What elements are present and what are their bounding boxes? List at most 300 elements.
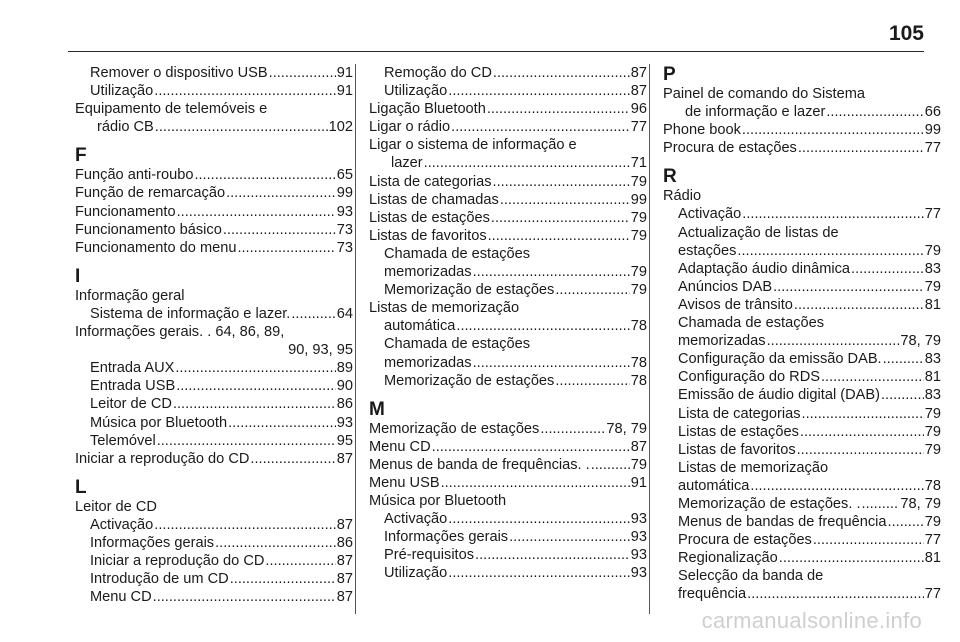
entry-pages: 73: [336, 239, 353, 256]
entry-title: Activação: [678, 206, 742, 223]
dot-leader: [456, 317, 629, 335]
entry-pages: 89: [336, 360, 353, 377]
dot-leader: [441, 474, 630, 492]
entry-pages: 79: [924, 441, 941, 458]
entry-line: [90, 377, 353, 395]
entry-title: Entrada AUX: [90, 360, 175, 377]
entry-line: [678, 278, 941, 296]
entry-pages: 79: [924, 514, 941, 531]
index-subentry: [663, 368, 941, 386]
index-entry: [75, 323, 353, 359]
section-letter: F: [75, 145, 87, 167]
dot-leader: [265, 552, 335, 570]
entry-title: Informações gerais. . 64, 86, 89,: [75, 324, 285, 341]
entry-title: Menu CD: [369, 438, 431, 455]
dot-leader: [767, 332, 900, 350]
dot-leader: [473, 263, 630, 281]
entry-line: [678, 368, 941, 386]
index-column-3: [663, 64, 941, 604]
dot-leader: [742, 205, 923, 223]
entry-title: Função de remarcação: [75, 185, 226, 202]
entry-line: [75, 287, 353, 305]
page-number: 105: [888, 22, 924, 45]
entry-pages: 83: [924, 260, 941, 277]
entry-pages: 87: [630, 438, 647, 455]
entry-title: Música por Bluetooth: [369, 493, 507, 510]
dot-leader: [737, 242, 923, 260]
entry-title: Menu USB: [369, 474, 440, 491]
entry-title-line1: Painel de comando do Sistema: [663, 86, 866, 102]
entry-line: [384, 528, 647, 546]
dot-leader: [448, 510, 629, 528]
watermark: carmanualsonline.info: [701, 608, 922, 633]
entry-line: [384, 354, 647, 372]
dot-leader: [451, 118, 630, 136]
entry-line: [90, 64, 353, 82]
index-subentry: [663, 513, 941, 531]
entry-line: [369, 100, 647, 118]
entry-pages: 93: [630, 547, 647, 564]
entry-title: automática: [384, 318, 456, 335]
index-subentry: [369, 510, 647, 528]
index-entry: [75, 184, 353, 202]
index-subentry: [75, 305, 353, 323]
index-subentry: [75, 570, 353, 588]
entry-title: Telemóvel: [90, 432, 156, 449]
entry-line: [678, 549, 941, 567]
dot-leader: [800, 423, 924, 441]
entry-line: [75, 221, 353, 239]
entry-pages: 78: [630, 354, 647, 371]
dot-leader: [155, 118, 328, 136]
entry-pages-continued: 90, 93, 95: [288, 342, 353, 359]
entry-title: Activação: [90, 516, 154, 533]
entry-pages: 99: [630, 191, 647, 208]
index-entry: [369, 118, 647, 136]
index-subentry: [663, 278, 941, 296]
index-subentry: [369, 245, 647, 281]
entry-title: Função anti-roubo: [75, 167, 194, 184]
dot-leader: [237, 239, 335, 257]
entry-title: Configuração do RDS: [678, 369, 820, 386]
entry-line: [75, 184, 353, 202]
section-letter: P: [663, 64, 676, 85]
dot-leader: [500, 191, 630, 209]
dot-leader: [888, 513, 924, 531]
entry-pages: 65: [336, 167, 353, 184]
index-subentry: [369, 317, 647, 335]
index-subentry: [75, 552, 353, 570]
entry-line: [384, 263, 647, 281]
entry-title: Listas de memorização: [369, 300, 520, 317]
entry-pages: 95: [336, 432, 353, 449]
entry-pages: 87: [336, 589, 353, 606]
entry-line: [678, 531, 941, 549]
index-subentry: [75, 377, 353, 395]
entry-pages: 83: [924, 387, 941, 404]
dot-leader: [153, 588, 336, 606]
index-subentry: [369, 82, 647, 100]
entry-pages: 93: [630, 511, 647, 528]
index-subentry: [663, 314, 941, 350]
entry-title: lazer: [391, 155, 423, 172]
index-subentry: [369, 564, 647, 582]
entry-title-line1: Actualização de listas de: [678, 224, 839, 241]
entry-title: Phone book: [663, 122, 741, 139]
entry-title: memorizadas: [384, 264, 472, 281]
entry-pages: 79: [630, 173, 647, 190]
dot-leader: [230, 570, 336, 588]
entry-line: [90, 82, 353, 100]
entry-line: [369, 492, 647, 510]
dot-leader: [750, 477, 923, 495]
index-subentry: [663, 567, 941, 603]
entry-pages: 73: [336, 221, 353, 238]
entry-title: Lista de categorias: [678, 405, 801, 422]
entry-line: [663, 103, 941, 121]
dot-leader: [798, 139, 924, 157]
index-subentry: [75, 82, 353, 100]
header-rule: [68, 51, 924, 52]
dot-leader: [555, 281, 629, 299]
entry-title: automática: [678, 477, 750, 494]
entry-title: Procura de estações: [663, 140, 797, 157]
entry-pages: 79: [924, 423, 941, 440]
entry-title: Iniciar a reprodução do CD: [90, 553, 265, 570]
index-entry: [369, 209, 647, 227]
entry-title: Lista de categorias: [369, 173, 492, 190]
dot-leader: [226, 184, 336, 202]
dot-leader: [228, 414, 336, 432]
entry-line: [90, 516, 353, 534]
index-entry: [369, 136, 647, 172]
entry-title: Avisos de trânsito: [678, 296, 793, 313]
entry-title: Listas de chamadas: [369, 191, 499, 208]
dot-leader: [540, 420, 605, 438]
section-letter: M: [369, 398, 385, 420]
dot-leader: [448, 564, 630, 582]
dot-leader: [487, 100, 630, 118]
index-column-2: [369, 64, 647, 583]
dot-leader: [424, 154, 630, 172]
entry-title: Remoção do CD: [384, 65, 492, 81]
index-subentry: [75, 359, 353, 377]
dot-leader: [591, 456, 630, 474]
entry-line: [90, 552, 353, 570]
dot-leader: [177, 203, 336, 221]
entry-line: [75, 450, 353, 468]
entry-pages: 87: [630, 65, 647, 81]
dot-leader: [154, 82, 336, 100]
index-entry: [369, 474, 647, 492]
entry-title: Listas de estações: [678, 423, 799, 440]
dot-leader: [154, 516, 335, 534]
entry-pages: 79: [630, 209, 647, 226]
dot-leader: [881, 386, 924, 404]
dot-leader: [813, 531, 924, 549]
entry-pages: 79: [630, 264, 647, 281]
entry-title: Iniciar a reprodução do CD: [75, 450, 250, 467]
dot-leader: [493, 64, 630, 82]
entry-title: Utilização: [384, 83, 448, 100]
index-subentry: [75, 588, 353, 606]
entry-line: [678, 423, 941, 441]
entry-pages: 79: [924, 405, 941, 422]
index-subentry: [369, 528, 647, 546]
dot-leader: [176, 377, 336, 395]
dot-leader: [173, 395, 336, 413]
entry-line: [663, 121, 941, 139]
dot-leader: [269, 64, 336, 82]
index-subentry: [75, 516, 353, 534]
entry-title: Memorização de estações: [384, 282, 555, 299]
entry-line: [90, 395, 353, 413]
entry-line: [369, 227, 647, 245]
entry-pages: 87: [336, 450, 353, 467]
dot-leader: [742, 121, 924, 139]
entry-pages: 93: [336, 414, 353, 431]
dot-leader: [448, 82, 630, 100]
entry-title: Leitor de CD: [90, 396, 172, 413]
index-subentry: [663, 205, 941, 223]
entry-title: Leitor de CD: [75, 498, 157, 515]
index-entry: [369, 299, 647, 317]
entry-title: Funcionamento do menu: [75, 239, 237, 256]
entry-title: Adaptação áudio dinâmica: [678, 260, 851, 277]
entry-line: [384, 546, 647, 564]
index-entry: [369, 227, 647, 245]
dot-leader: [215, 534, 336, 552]
entry-title: Anúncios DAB: [678, 278, 773, 295]
entry-line: [369, 154, 647, 172]
entry-line: [678, 386, 941, 404]
entry-pages: 77: [924, 532, 941, 549]
index-subentry: [369, 335, 647, 371]
entry-pages: 81: [924, 296, 941, 313]
entry-line: [384, 64, 647, 82]
index-subentry: [369, 372, 647, 390]
entry-line: [384, 82, 647, 100]
entry-title: Menu CD: [90, 589, 152, 606]
index-subentry: [75, 432, 353, 450]
index-column-1: [75, 64, 353, 606]
entry-line: [90, 305, 353, 323]
dot-leader: [797, 441, 924, 459]
dot-leader: [175, 359, 335, 377]
entry-title: de informação e lazer: [685, 104, 826, 121]
entry-title-line1: Listas de memorização: [678, 459, 829, 476]
entry-pages: 91: [630, 474, 647, 491]
entry-title-line1: Chamada de estações: [384, 336, 531, 353]
index-subentry: [663, 296, 941, 314]
entry-title: Entrada USB: [90, 378, 176, 395]
entry-title: Listas de favoritos: [369, 227, 487, 244]
index-subentry: [75, 414, 353, 432]
index-subentry: [663, 423, 941, 441]
entry-line: [369, 118, 647, 136]
entry-line: [75, 166, 353, 184]
entry-pages: 90: [336, 378, 353, 395]
entry-line: [369, 299, 647, 317]
entry-pages: 83: [924, 351, 941, 368]
entry-pages: 79: [924, 242, 941, 259]
section-letter: L: [75, 476, 87, 498]
entry-line: [90, 432, 353, 450]
entry-pages: 87: [336, 516, 353, 533]
entry-line: [678, 405, 941, 423]
entry-pages: 66: [924, 104, 941, 121]
entry-title: Listas de favoritos: [678, 441, 796, 458]
index-subentry: [369, 281, 647, 299]
entry-line: [369, 474, 647, 492]
entry-pages: 78, 79: [900, 495, 941, 512]
dot-leader: [747, 585, 924, 603]
entry-title: Funcionamento: [75, 203, 176, 220]
entry-pages: 93: [336, 203, 353, 220]
entry-line: [384, 564, 647, 582]
entry-line: [75, 239, 353, 257]
entry-line: [678, 205, 941, 223]
entry-line: [678, 242, 941, 260]
entry-title: memorizadas: [384, 354, 472, 371]
index-entry: [663, 85, 941, 121]
dot-leader: [157, 432, 336, 450]
dot-leader: [851, 260, 924, 278]
entry-title: Menus de bandas de frequência: [678, 514, 887, 531]
dot-leader: [194, 166, 335, 184]
index-entry: [369, 191, 647, 209]
entry-title: Informações gerais: [90, 534, 215, 551]
entry-line: [678, 585, 941, 603]
entry-line: [678, 441, 941, 459]
entry-pages: 93: [630, 529, 647, 546]
entry-title: Memorização de estações: [384, 372, 555, 389]
entry-title: Ligação Bluetooth: [369, 101, 486, 118]
section-letter: R: [663, 166, 677, 188]
entry-title: Ligar o rádio: [369, 119, 451, 136]
dot-leader: [491, 209, 630, 227]
entry-line: [369, 191, 647, 209]
entry-pages: 78: [630, 372, 647, 389]
entry-pages: 79: [630, 227, 647, 244]
entry-title: estações: [678, 242, 737, 259]
index-subentry: [663, 386, 941, 404]
entry-line: [678, 350, 941, 368]
entry-title: Introdução de um CD: [90, 571, 229, 588]
entry-title-line1: Selecção da banda de: [678, 568, 824, 585]
entry-pages: 77: [630, 119, 647, 136]
entry-pages: 86: [336, 534, 353, 551]
entry-line: [75, 203, 353, 221]
entry-title-line1: Equipamento de telemóveis e: [75, 101, 268, 118]
entry-title: Menus de banda de frequências. .: [369, 456, 590, 473]
dot-leader: [223, 221, 336, 239]
dot-leader: [821, 368, 924, 386]
entry-pages: 91: [336, 83, 353, 100]
entry-line: [369, 420, 647, 438]
entry-title: Informação geral: [75, 287, 185, 304]
dot-leader: [493, 173, 630, 191]
entry-line: [75, 118, 353, 136]
index-subentry: [369, 64, 647, 82]
entry-line: [75, 498, 353, 516]
entry-line: [75, 323, 353, 341]
index-entry: [75, 239, 353, 257]
column-divider: [355, 64, 356, 614]
entry-title: Configuração da emissão DAB.: [678, 351, 882, 368]
dot-leader: [475, 546, 630, 564]
entry-pages: 81: [924, 369, 941, 386]
dot-leader: [802, 405, 924, 423]
entry-line: [369, 438, 647, 456]
entry-pages: 81: [924, 550, 941, 567]
entry-line: [90, 359, 353, 377]
dot-leader: [473, 354, 630, 372]
entry-title: Memorização de estações: [369, 420, 540, 437]
entry-title: Música por Bluetooth: [90, 414, 228, 431]
entry-title: Funcionamento básico: [75, 221, 222, 238]
index-entry: [663, 139, 941, 157]
entry-line: [90, 414, 353, 432]
entry-line: [384, 510, 647, 528]
entry-pages: 87: [630, 83, 647, 100]
entry-pages: 86: [336, 396, 353, 413]
entry-line: [678, 495, 941, 513]
dot-leader: [826, 103, 923, 121]
dot-leader: [250, 450, 335, 468]
entry-pages: 78: [924, 477, 941, 494]
index-entry: [75, 166, 353, 184]
dot-leader: [432, 438, 630, 456]
index-entry: [369, 492, 647, 510]
entry-pages: 87: [336, 553, 353, 570]
index-subentry: [663, 459, 941, 495]
section-letter: I: [75, 265, 81, 287]
dot-leader: [779, 549, 924, 567]
entry-title: Emissão de áudio digital (DAB): [678, 387, 880, 404]
entry-title: Procura de estações: [678, 532, 812, 549]
index-subentry: [369, 546, 647, 564]
entry-title: Remover o dispositivo USB: [90, 65, 268, 81]
index-entry: [75, 450, 353, 468]
index-subentry: [663, 549, 941, 567]
entry-pages: 96: [630, 101, 647, 118]
entry-line: [384, 317, 647, 335]
entry-line: [90, 570, 353, 588]
entry-title: Memorização de estações. .: [678, 495, 861, 512]
entry-pages: 99: [336, 185, 353, 202]
entry-pages: 79: [630, 456, 647, 473]
entry-line: [369, 456, 647, 474]
entry-pages: 79: [924, 278, 941, 295]
entry-pages: 78, 79: [900, 333, 941, 350]
index-entry: [663, 121, 941, 139]
dot-leader: [883, 350, 924, 368]
entry-line: [678, 513, 941, 531]
index-entry: [369, 456, 647, 474]
entry-pages: 77: [924, 140, 941, 157]
entry-title: Utilização: [384, 565, 448, 582]
entry-line: [90, 588, 353, 606]
entry-pages: 87: [336, 571, 353, 588]
index-entry: [369, 438, 647, 456]
index-entry: [369, 173, 647, 191]
index-entry: [75, 203, 353, 221]
entry-title-line1: Chamada de estações: [384, 245, 531, 262]
entry-line: [384, 372, 647, 390]
index-entry: [75, 498, 353, 516]
column-divider: [649, 64, 650, 614]
